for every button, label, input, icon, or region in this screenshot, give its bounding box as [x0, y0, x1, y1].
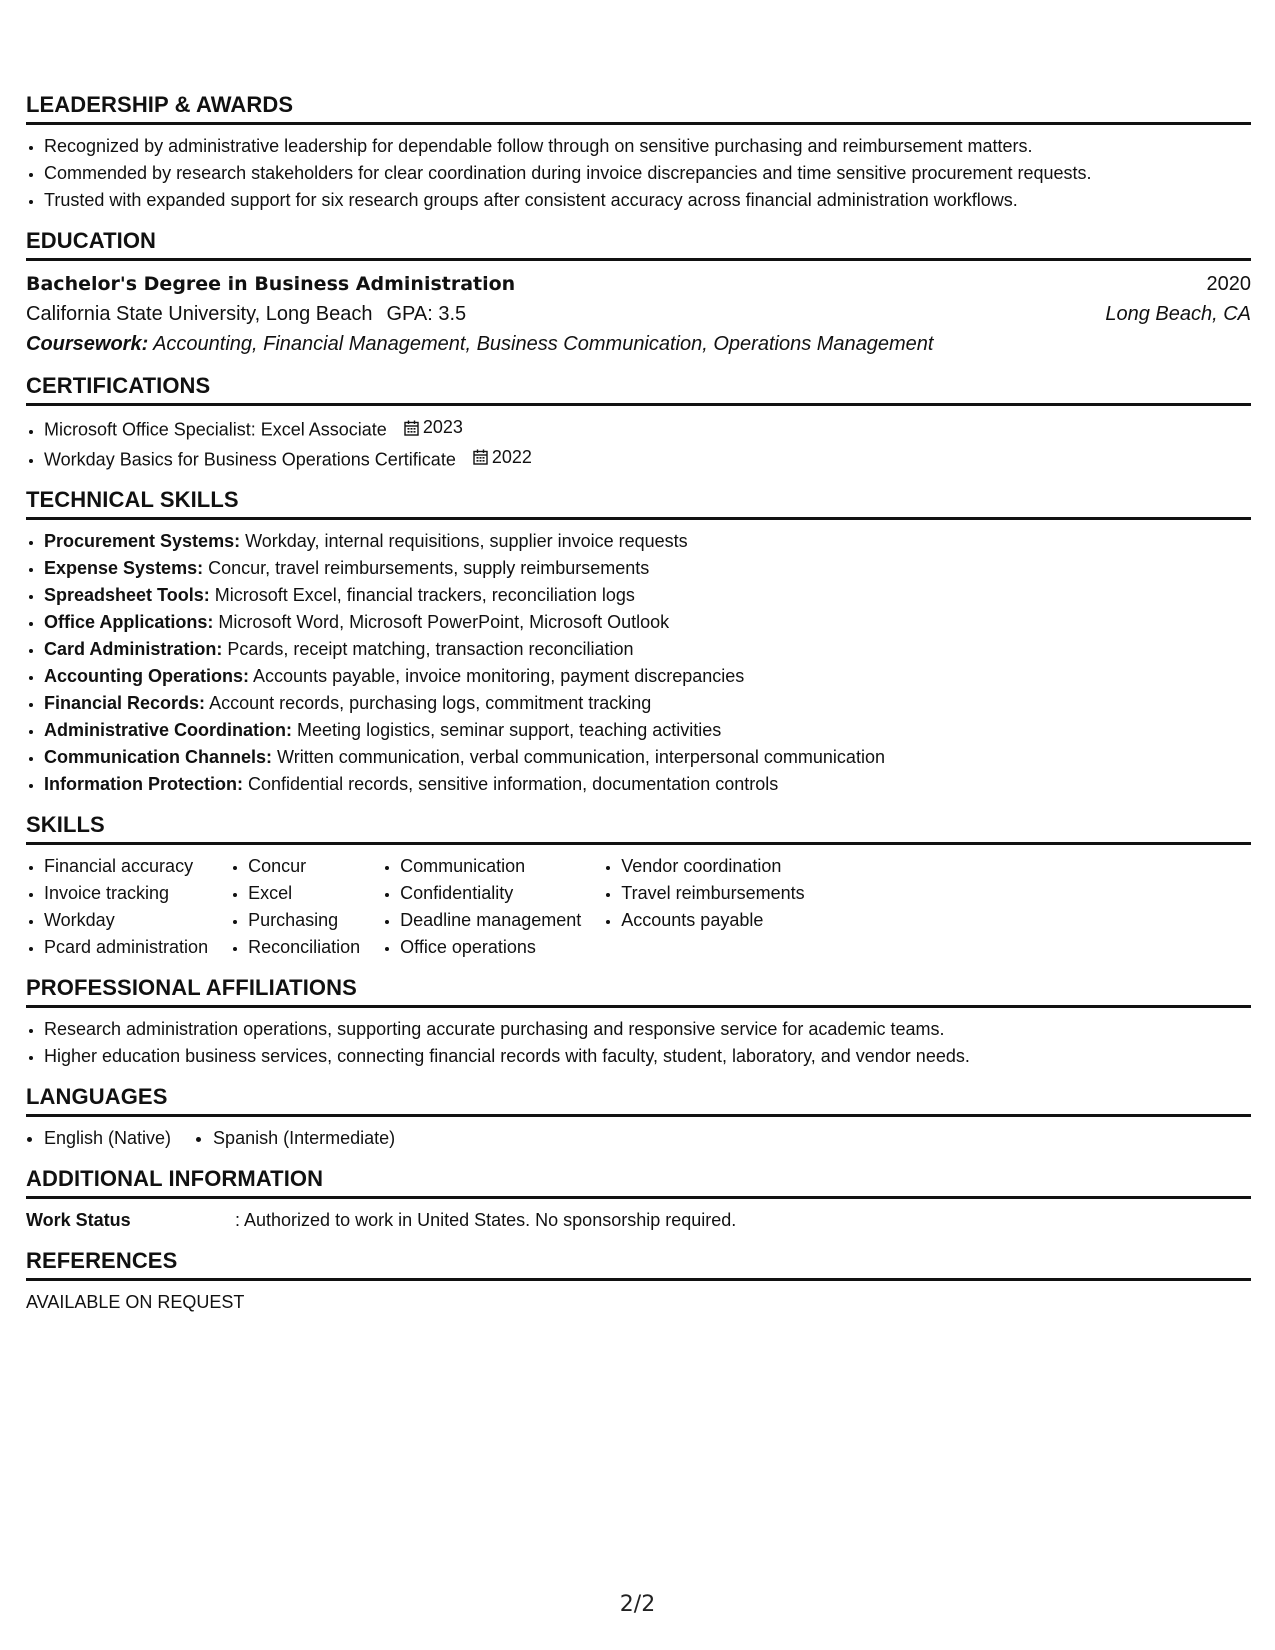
list-item — [44, 555, 1251, 582]
languages-section — [26, 1084, 1251, 1152]
list-item — [44, 444, 1251, 474]
school-name: California State University, Long Beach — [26, 303, 373, 325]
coursework — [26, 329, 1251, 359]
coursework-list: Accounting, Financial Management, Business Communication, Operations Management — [153, 333, 934, 355]
languages-list — [26, 1125, 1251, 1152]
list-item: • Pcard administration — [44, 934, 208, 961]
work-status-value: : Authorized to work in United States. No sponsorship required. — [235, 1210, 737, 1230]
skills-column — [230, 853, 360, 961]
skill-category: Financial Records: — [44, 693, 206, 713]
skill-category: Spreadsheet Tools: — [44, 585, 210, 605]
skill-details: Workday, internal requisitions, supplier invoice requests — [245, 531, 688, 551]
skill-category: Expense Systems: — [44, 558, 204, 578]
affiliations-list — [26, 1016, 1251, 1070]
skills-section — [26, 812, 1251, 961]
skill-category: Communication Channels: — [44, 747, 273, 767]
graduation-year: 2020 — [1206, 273, 1251, 295]
list-item: • Travel reimbursements — [621, 880, 804, 907]
page-number: 2/2 — [619, 1592, 656, 1617]
section-title-references: REFERENCES — [26, 1248, 1251, 1281]
list-item — [44, 690, 1251, 717]
list-item — [44, 414, 1251, 444]
skill-category: Information Protection: — [44, 774, 243, 794]
education-school-row — [26, 299, 1251, 329]
references-text: AVAILABLE ON REQUEST — [26, 1292, 245, 1312]
list-item — [44, 582, 1251, 609]
list-item: • Financial accuracy — [44, 853, 208, 880]
skill-category: Office Applications: — [44, 612, 214, 632]
certifications-section — [26, 373, 1251, 473]
skill-category: Accounting Operations: — [44, 666, 250, 686]
list-item: • Reconciliation — [248, 934, 360, 961]
list-item: • Invoice tracking — [44, 880, 208, 907]
skill-details: Microsoft Word, Microsoft PowerPoint, Microsoft Outlook — [218, 612, 670, 632]
list-item — [44, 771, 1251, 798]
skill-details: Account records, purchasing logs, commitment tracking — [209, 693, 652, 713]
school-location: Long Beach, CA — [1105, 303, 1251, 325]
list-item — [44, 636, 1251, 663]
skill-details: Pcards, receipt matching, transaction reconciliation — [227, 639, 634, 659]
list-item: • Higher education business services, connecting financial records with faculty, student, laboratory, and vendor needs. — [44, 1043, 1251, 1070]
skill-details: Written communication, verbal communication, interpersonal communication — [277, 747, 885, 767]
list-item — [44, 717, 1251, 744]
list-item: • Communication — [400, 853, 581, 880]
list-item — [44, 528, 1251, 555]
list-item: • Commended by research stakeholders for clear coordination during invoice discrepancies and time sensitive procurement requests. — [44, 160, 1251, 187]
technical-skills-section — [26, 487, 1251, 798]
list-item: • Concur — [248, 853, 360, 880]
list-item — [44, 744, 1251, 771]
skill-category: Procurement Systems: — [44, 531, 241, 551]
education-section — [26, 228, 1251, 359]
skill-details: Confidential records, sensitive information, documentation controls — [248, 774, 779, 794]
skill-details: Concur, travel reimbursements, supply reimbursements — [208, 558, 650, 578]
skills-column — [382, 853, 581, 961]
list-item: • Deadline management — [400, 907, 581, 934]
section-title-education: EDUCATION — [26, 228, 1251, 261]
list-item: • Excel — [248, 880, 360, 907]
affiliations-section — [26, 975, 1251, 1070]
section-title-certifications: CERTIFICATIONS — [26, 373, 1251, 406]
skills-grid — [26, 853, 1251, 961]
work-status-label: Work Status — [26, 1210, 131, 1230]
section-title-additional-info: ADDITIONAL INFORMATION — [26, 1166, 1251, 1199]
leadership-section — [26, 92, 1251, 214]
list-item — [44, 609, 1251, 636]
section-title-affiliations: PROFESSIONAL AFFILIATIONS — [26, 975, 1251, 1008]
skills-column — [603, 853, 804, 961]
skill-details: Microsoft Excel, financial trackers, reconciliation logs — [214, 585, 635, 605]
section-title-technical-skills: TECHNICAL SKILLS — [26, 487, 1251, 520]
additional-info-section — [26, 1166, 1251, 1234]
gpa: GPA: 3.5 — [386, 303, 467, 325]
calendar-icon — [473, 449, 488, 465]
certification-year: 2022 — [491, 446, 532, 467]
leadership-list — [26, 133, 1251, 214]
list-item: • Research administration operations, supporting accurate purchasing and responsive service for academic teams. — [44, 1016, 1251, 1043]
section-title-languages: LANGUAGES — [26, 1084, 1251, 1117]
work-status-row — [26, 1207, 1251, 1234]
list-item: • Accounts payable — [621, 907, 804, 934]
education-degree-row — [26, 269, 1251, 299]
technical-skills-list — [26, 528, 1251, 798]
certification-year: 2023 — [422, 417, 463, 437]
list-item: • English (Native) — [44, 1125, 171, 1152]
degree-name: Bachelor's Degree in Business Administration — [26, 273, 516, 295]
list-item: • Trusted with expanded support for six research groups after consistent accuracy across financial administration workflows. — [44, 187, 1251, 214]
certifications-list — [26, 414, 1251, 473]
skill-category: Card Administration: — [44, 639, 223, 659]
list-item: • Office operations — [400, 934, 581, 961]
skill-details: Accounts payable, invoice monitoring, payment discrepancies — [253, 666, 745, 686]
section-title-leadership: LEADERSHIP & AWARDS — [26, 92, 1251, 125]
certification-name: Microsoft Office Specialist: Excel Associate — [44, 419, 387, 440]
list-item: • Confidentiality — [400, 880, 581, 907]
list-item: • Workday — [44, 907, 208, 934]
certification-name: Workday Basics for Business Operations Certificate — [44, 449, 456, 469]
skills-column — [26, 853, 208, 961]
section-title-skills: SKILLS — [26, 812, 1251, 845]
calendar-icon — [404, 420, 419, 436]
list-item: • Vendor coordination — [621, 853, 804, 880]
references-section — [26, 1248, 1251, 1316]
skill-category: Administrative Coordination: — [44, 720, 293, 740]
skill-details: Meeting logistics, seminar support, teaching activities — [297, 720, 722, 740]
list-item: • Spanish (Intermediate) — [213, 1125, 395, 1152]
list-item: • Recognized by administrative leadership for dependable follow through on sensitive purchasing and reimbursement matters. — [44, 133, 1251, 160]
coursework-label: Coursework: — [26, 333, 149, 355]
list-item: • Purchasing — [248, 907, 360, 934]
list-item — [44, 663, 1251, 690]
resume-page — [26, 92, 1251, 1330]
